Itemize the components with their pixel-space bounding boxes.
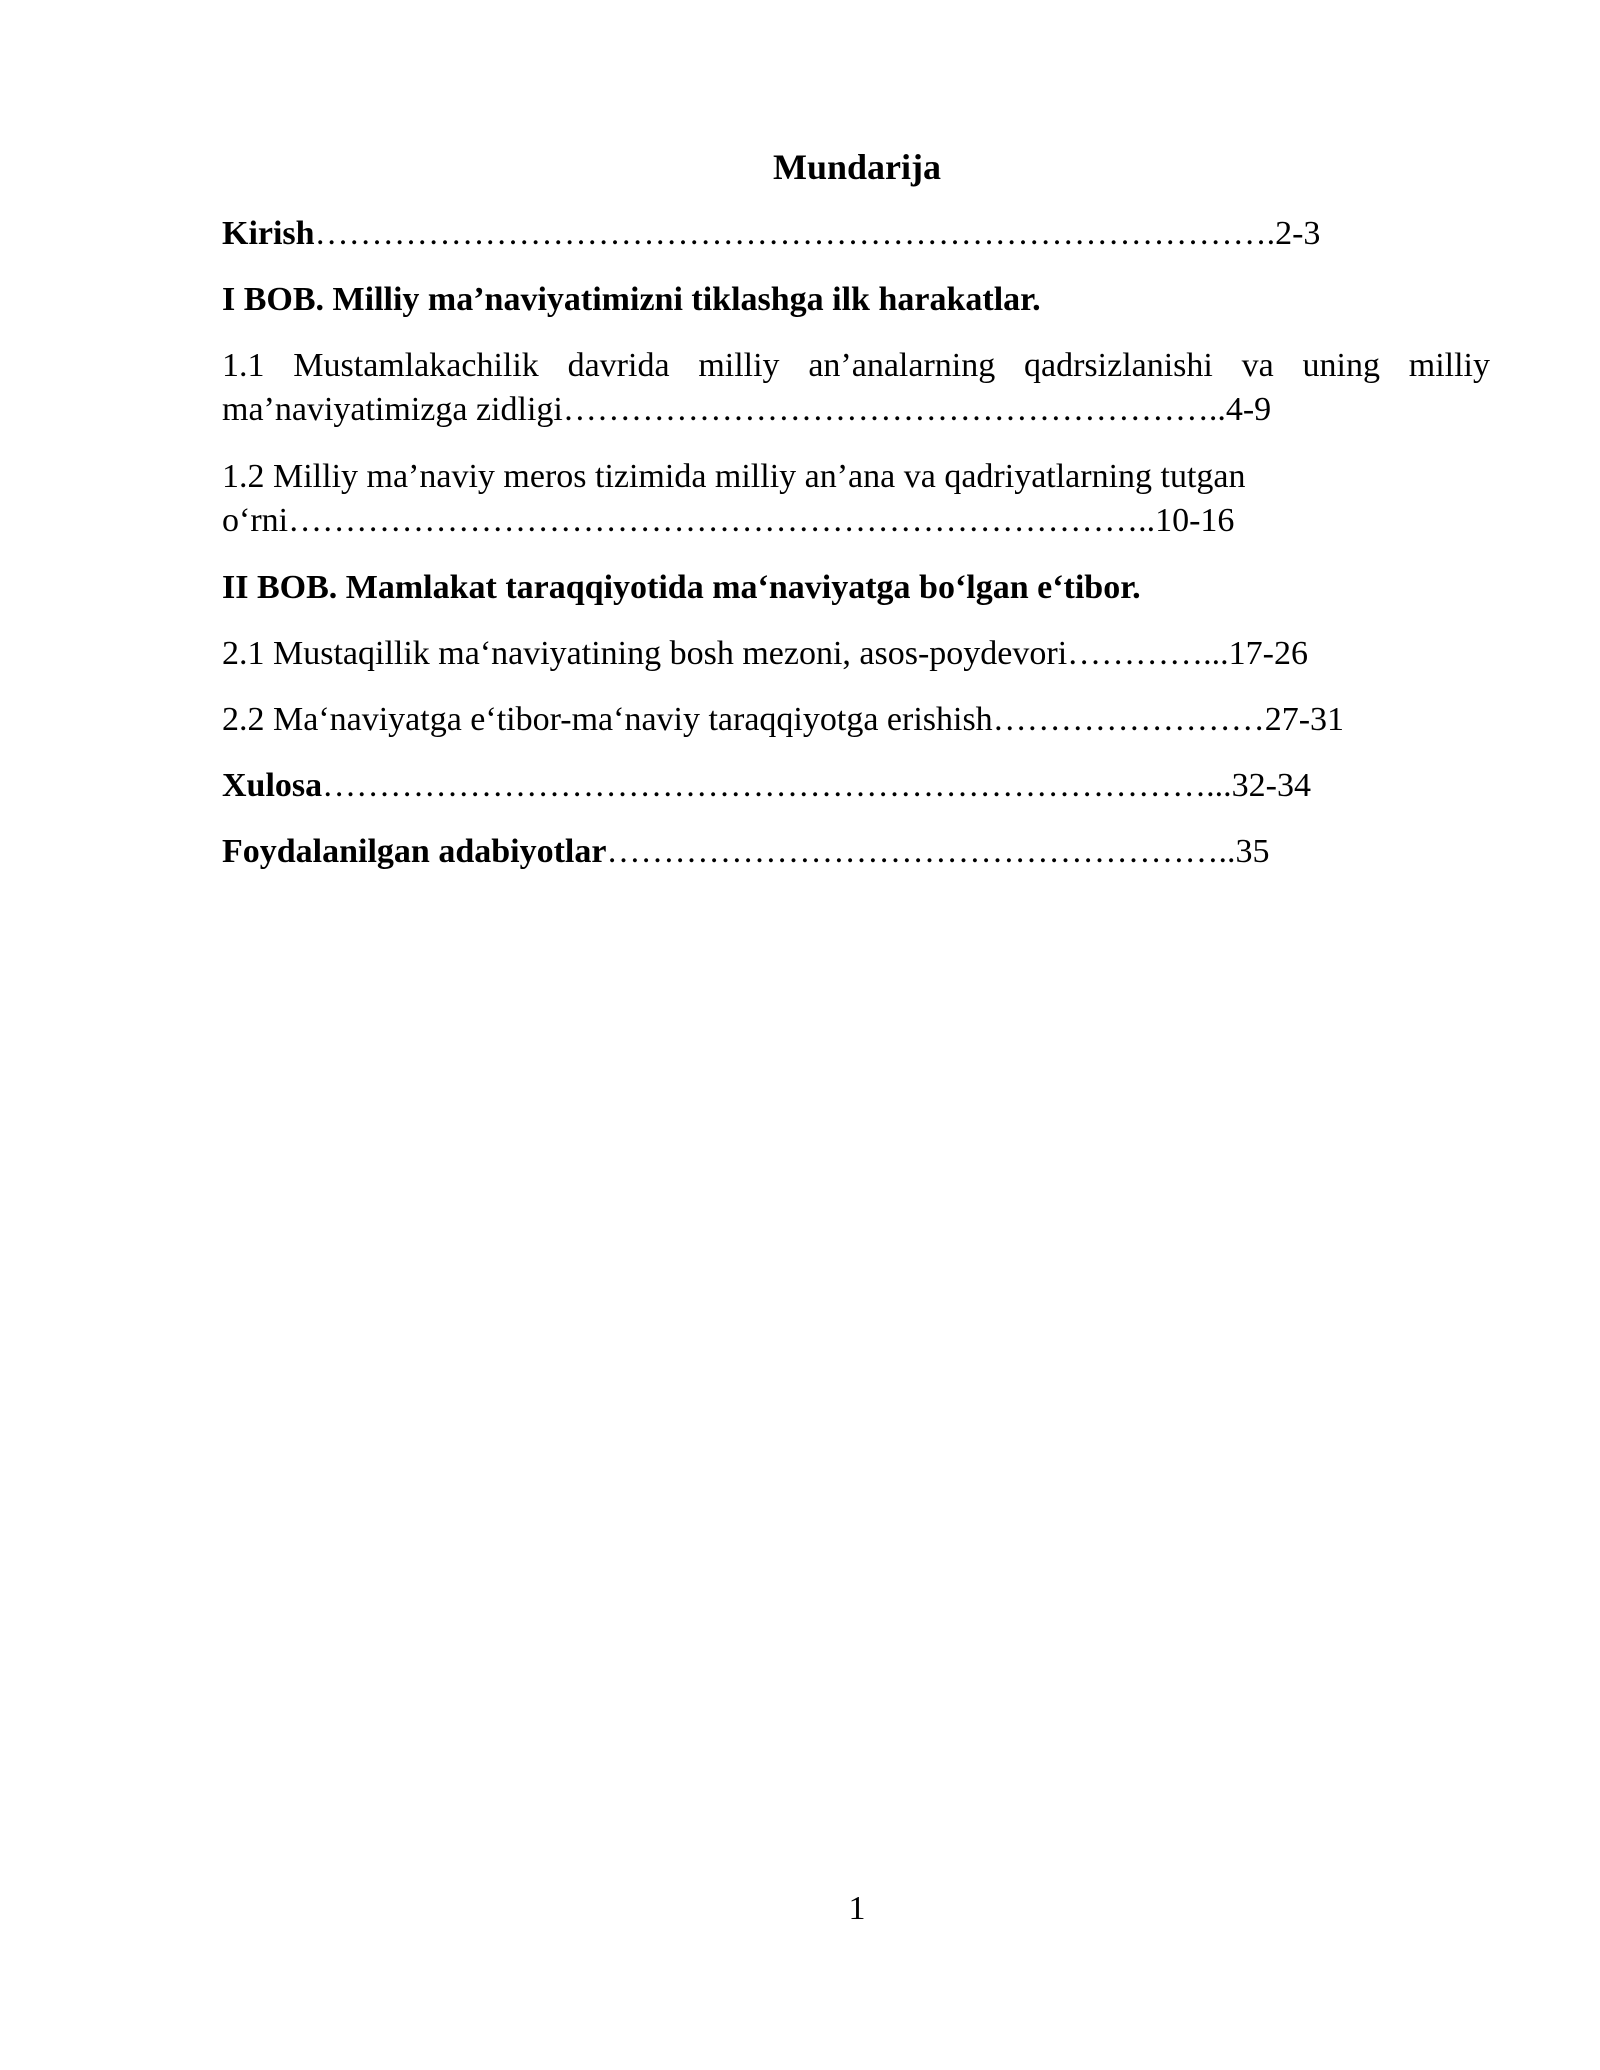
toc-page-range: 2-3 (1275, 215, 1321, 252)
toc-entry-adabiyotlar (222, 830, 1269, 874)
toc-entry-kirish (222, 212, 1320, 256)
toc-entry-2-2 (222, 698, 1344, 742)
toc-entry-text: 2.2 Ma‘naviyatga e‘tibor-ma‘naviy taraqqiyotga erishish (222, 701, 993, 738)
toc-page-range: 17-26 (1228, 635, 1308, 672)
toc-leader-dots: ……………………………………………….. (606, 833, 1236, 870)
toc-entry-text: ma’naviyatimizga zidligi (222, 391, 563, 428)
page-title: Mundarija (772, 147, 941, 187)
toc-page-range: 35 (1235, 833, 1270, 870)
toc-entry-2-1 (222, 632, 1308, 676)
toc-leader-dots: …………………… (992, 701, 1265, 738)
toc-entry-1-1-line1: 1.1 Mustamlakachilik davrida milliy an’analarning qadrsizlanishi va uning milliy (222, 347, 1490, 384)
toc-leader-dots: ………………………………………………………………….. (288, 502, 1156, 539)
toc-entry-label: Foydalanilgan adabiyotlar (222, 833, 607, 870)
toc-leader-dots: ………………………………………………….. (562, 391, 1226, 428)
toc-entry-label: Kirish (222, 215, 315, 252)
toc-entry-label: Xulosa (222, 767, 323, 804)
toc-page-range: 32-34 (1231, 767, 1311, 804)
toc-page-range: 27-31 (1264, 701, 1345, 738)
toc-leader-dots: …………... (1067, 635, 1229, 672)
toc-leader-dots: …………………………………………………………………………. (314, 215, 1276, 252)
toc-entry-text: 2.1 Mustaqillik ma‘naviyatining bosh mezoni, asos-poydevori (222, 635, 1068, 672)
toc-page-range: 10-16 (1155, 502, 1235, 539)
page-number: 1 (848, 1890, 866, 1927)
chapter-heading-2: II BOB. Mamlakat taraqqiyotida ma‘naviyatga bo‘lgan e‘tibor. (222, 569, 1141, 606)
toc-entry-1-2-line2 (222, 499, 1234, 543)
toc-entry-1-2-line1: 1.2 Milliy ma’naviy meros tizimida milliy an’ana va qadriyatlarning tutgan (222, 458, 1246, 495)
toc-entry-text: o‘rni (222, 502, 289, 539)
toc-leader-dots: ……………………………………………………………………... (322, 767, 1232, 804)
toc-page-range: 4-9 (1225, 391, 1272, 428)
toc-entry-xulosa (222, 764, 1311, 808)
chapter-heading-1: I BOB. Milliy ma’naviyatimizni tiklashga ilk harakatlar. (222, 281, 1041, 318)
toc-entry-1-1-line2 (222, 388, 1271, 432)
